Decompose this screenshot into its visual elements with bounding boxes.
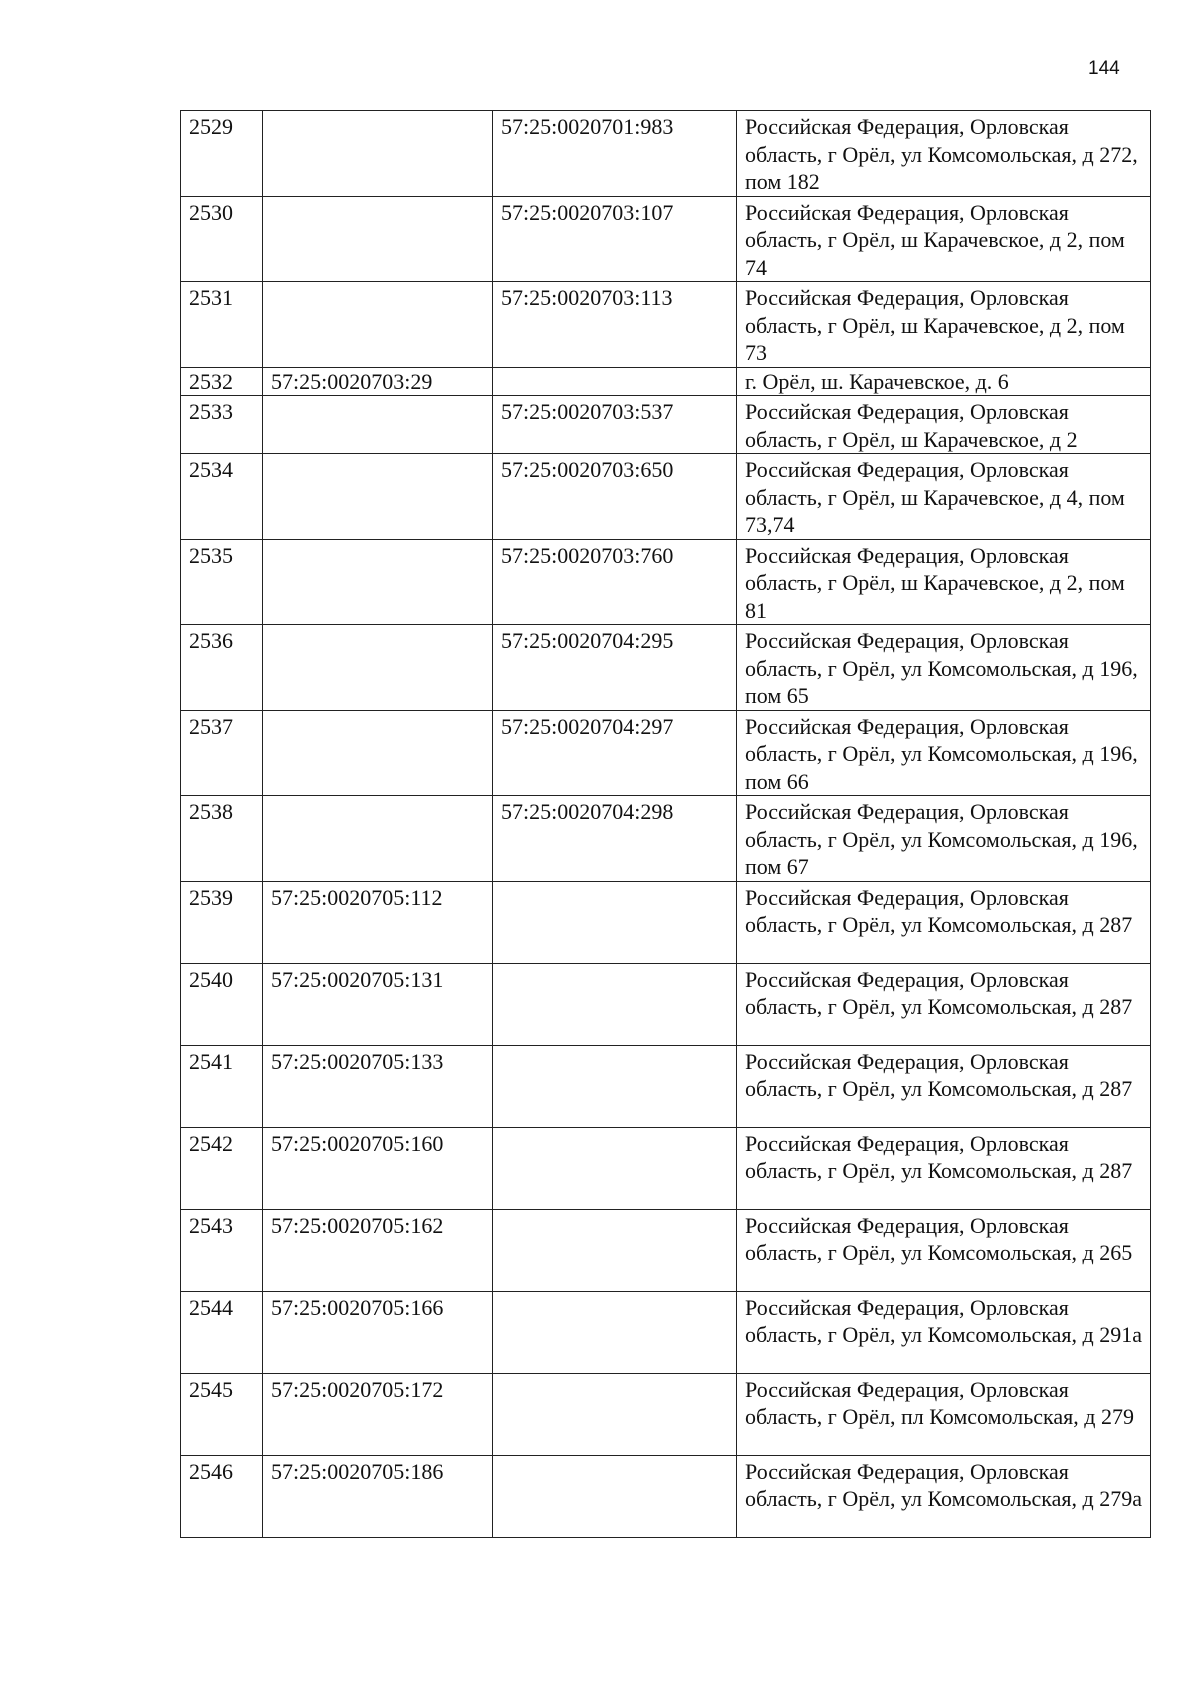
row-number: 2541 [181,1045,263,1127]
row-number: 2537 [181,710,263,796]
land-cadastral-number [263,282,493,368]
row-number: 2542 [181,1127,263,1209]
building-cadastral-number [493,1045,737,1127]
address: Российская Федерация, Орловская область, г Орёл, ул Комсомольская, д 287 [737,1045,1151,1127]
address: Российская Федерация, Орловская область, г Орёл, ул Комсомольская, д 287 [737,881,1151,963]
building-cadastral-number: 57:25:0020703:537 [493,396,737,454]
building-cadastral-number: 57:25:0020703:113 [493,282,737,368]
building-cadastral-number [493,963,737,1045]
address: Российская Федерация, Орловская область, г Орёл, ул Комсомольская, д 291а [737,1291,1151,1373]
table-row [181,111,1151,197]
row-number: 2530 [181,196,263,282]
building-cadastral-number: 57:25:0020703:107 [493,196,737,282]
building-cadastral-number: 57:25:0020703:760 [493,539,737,625]
building-cadastral-number [493,367,737,396]
registry-table [180,110,1151,1538]
table-row [181,1455,1151,1537]
land-cadastral-number [263,196,493,282]
building-cadastral-number: 57:25:0020704:295 [493,625,737,711]
building-cadastral-number [493,881,737,963]
row-number: 2529 [181,111,263,197]
table-row [181,625,1151,711]
table-row [181,1045,1151,1127]
table-row [181,282,1151,368]
table-row [181,539,1151,625]
row-number: 2543 [181,1209,263,1291]
table-row [181,963,1151,1045]
table-row [181,1291,1151,1373]
address: Российская Федерация, Орловская область, г Орёл, ул Комсомольская, д 279а [737,1455,1151,1537]
land-cadastral-number: 57:25:0020705:131 [263,963,493,1045]
land-cadastral-number: 57:25:0020705:186 [263,1455,493,1537]
table-row [181,396,1151,454]
building-cadastral-number [493,1291,737,1373]
row-number: 2539 [181,881,263,963]
row-number: 2538 [181,796,263,882]
table-row [181,367,1151,396]
building-cadastral-number [493,1455,737,1537]
address: Российская Федерация, Орловская область, г Орёл, ул Комсомольская, д 287 [737,963,1151,1045]
land-cadastral-number: 57:25:0020705:112 [263,881,493,963]
table-row [181,881,1151,963]
building-cadastral-number: 57:25:0020703:650 [493,454,737,540]
land-cadastral-number [263,111,493,197]
row-number: 2544 [181,1291,263,1373]
building-cadastral-number: 57:25:0020704:297 [493,710,737,796]
row-number: 2546 [181,1455,263,1537]
address: Российская Федерация, Орловская область, г Орёл, ул Комсомольская, д 287 [737,1127,1151,1209]
address: Российская Федерация, Орловская область, г Орёл, ш Карачевское, д 4, пом 73,74 [737,454,1151,540]
row-number: 2532 [181,367,263,396]
address: Российская Федерация, Орловская область, г Орёл, ш Карачевское, д 2, пом 73 [737,282,1151,368]
land-cadastral-number [263,625,493,711]
address: Российская Федерация, Орловская область, г Орёл, ш Карачевское, д 2 [737,396,1151,454]
address: Российская Федерация, Орловская область, г Орёл, ул Комсомольская, д 196, пом 67 [737,796,1151,882]
address: Российская Федерация, Орловская область, г Орёл, ш Карачевское, д 2, пом 81 [737,539,1151,625]
row-number: 2545 [181,1373,263,1455]
building-cadastral-number [493,1373,737,1455]
land-cadastral-number: 57:25:0020705:162 [263,1209,493,1291]
land-cadastral-number: 57:25:0020705:133 [263,1045,493,1127]
table-row [181,1127,1151,1209]
building-cadastral-number [493,1209,737,1291]
row-number: 2534 [181,454,263,540]
address: Российская Федерация, Орловская область, г Орёл, ул Комсомольская, д 272, пом 182 [737,111,1151,197]
land-cadastral-number [263,710,493,796]
row-number: 2535 [181,539,263,625]
table-row [181,796,1151,882]
row-number: 2533 [181,396,263,454]
land-cadastral-number: 57:25:0020705:160 [263,1127,493,1209]
table-row [181,454,1151,540]
table-row [181,1209,1151,1291]
table-row [181,196,1151,282]
building-cadastral-number [493,1127,737,1209]
land-cadastral-number [263,796,493,882]
address: Российская Федерация, Орловская область, г Орёл, пл Комсомольская, д 279 [737,1373,1151,1455]
land-cadastral-number [263,396,493,454]
address: Российская Федерация, Орловская область, г Орёл, ш Карачевское, д 2, пом 74 [737,196,1151,282]
land-cadastral-number: 57:25:0020703:29 [263,367,493,396]
land-cadastral-number [263,539,493,625]
land-cadastral-number [263,454,493,540]
building-cadastral-number: 57:25:0020701:983 [493,111,737,197]
address: г. Орёл, ш. Карачевское, д. 6 [737,367,1151,396]
row-number: 2531 [181,282,263,368]
table-row [181,1373,1151,1455]
row-number: 2536 [181,625,263,711]
row-number: 2540 [181,963,263,1045]
land-cadastral-number: 57:25:0020705:166 [263,1291,493,1373]
address: Российская Федерация, Орловская область, г Орёл, ул Комсомольская, д 196, пом 65 [737,625,1151,711]
table-row [181,710,1151,796]
building-cadastral-number: 57:25:0020704:298 [493,796,737,882]
page-number: 144 [1088,58,1120,79]
address: Российская Федерация, Орловская область, г Орёл, ул Комсомольская, д 265 [737,1209,1151,1291]
address: Российская Федерация, Орловская область, г Орёл, ул Комсомольская, д 196, пом 66 [737,710,1151,796]
land-cadastral-number: 57:25:0020705:172 [263,1373,493,1455]
